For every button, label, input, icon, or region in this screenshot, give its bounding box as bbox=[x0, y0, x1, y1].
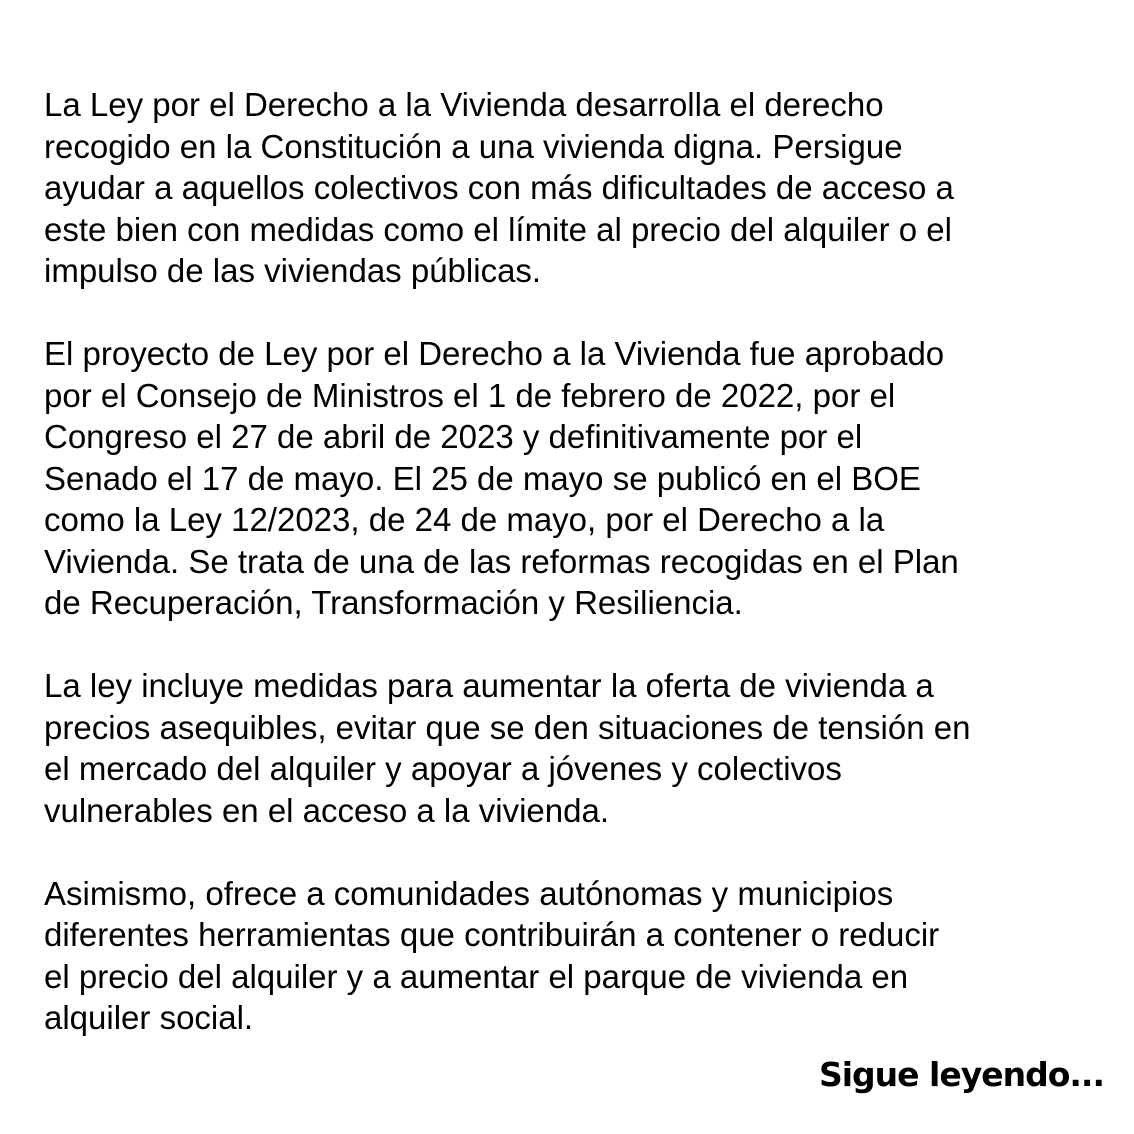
text-line: recogido en la Constitución a una vivienda digna. Persigue bbox=[44, 127, 903, 165]
paragraph-tools bbox=[44, 873, 1114, 1039]
text-line: La Ley por el Derecho a la Vivienda desarrolla el derecho bbox=[44, 86, 884, 123]
text-line: Asimismo, ofrece a comunidades autónomas y municipios bbox=[44, 874, 894, 912]
continue-reading-label: Sigue leyendo... bbox=[818, 1055, 1104, 1094]
text-line: por el Consejo de Ministros el 1 de febrero de 2022, por el bbox=[44, 376, 896, 414]
text-line: impulso de las viviendas públicas. bbox=[44, 252, 542, 289]
text-line: La ley incluye medidas para aumentar la oferta de vivienda a bbox=[44, 667, 934, 704]
text-line: el mercado del alquiler y apoyar a jóvenes y colectivos bbox=[44, 750, 842, 787]
text-line: El proyecto de Ley por el Derecho a la Vivienda fue aprobado bbox=[44, 335, 945, 372]
text-line: alquiler social. bbox=[44, 999, 254, 1036]
text-line: de Recuperación, Transformación y Resiliencia. bbox=[44, 584, 743, 621]
text-line: el precio del alquiler y a aumentar el parque de vivienda en bbox=[44, 957, 909, 995]
text-line: ayudar a aquellos colectivos con más dificultades de acceso a bbox=[44, 169, 954, 206]
paragraph-intro bbox=[44, 84, 1114, 292]
text-line: vulnerables en el acceso a la vivienda. bbox=[44, 791, 610, 829]
article-body bbox=[44, 84, 1114, 1080]
text-line: precios asequibles, evitar que se den situaciones de tensión en bbox=[44, 708, 971, 746]
text-line: como la Ley 12/2023, de 24 de mayo, por el Derecho a la bbox=[44, 501, 885, 538]
text-line: Congreso el 27 de abril de 2023 y definitivamente por el bbox=[44, 418, 863, 455]
paragraph-measures bbox=[44, 665, 1114, 831]
text-line: diferentes herramientas que contribuirán a contener o reducir bbox=[44, 916, 940, 953]
paragraph-approval bbox=[44, 333, 1114, 624]
text-line: este bien con medidas como el límite al precio del alquiler o el bbox=[44, 210, 952, 248]
text-line: Vivienda. Se trata de una de las reformas recogidas en el Plan bbox=[44, 542, 959, 580]
text-line: Senado el 17 de mayo. El 25 de mayo se publicó en el BOE bbox=[44, 459, 921, 497]
